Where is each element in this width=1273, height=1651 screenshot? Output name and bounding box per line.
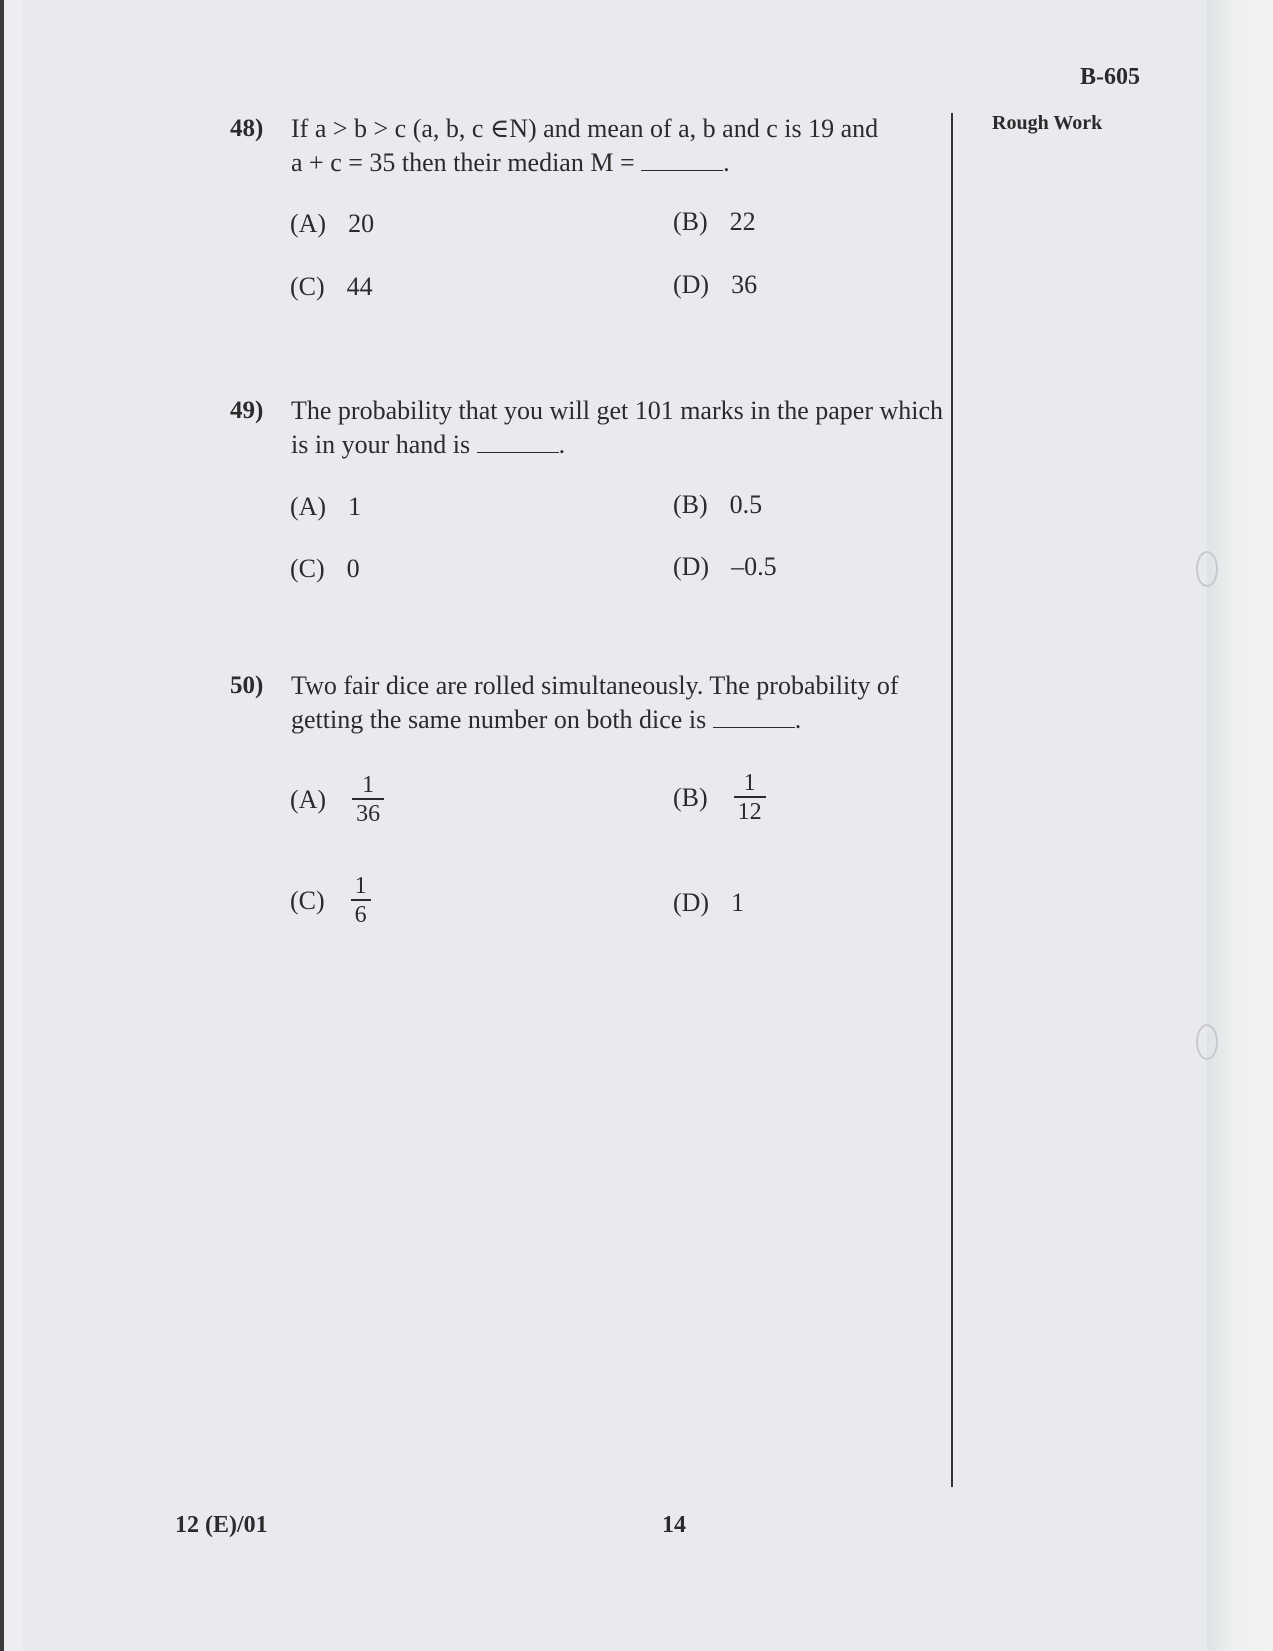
fraction-numerator: 1 bbox=[362, 772, 375, 798]
option-a[interactable] bbox=[290, 772, 384, 828]
paper-code: B-605 bbox=[1080, 64, 1140, 90]
option-b[interactable] bbox=[673, 207, 756, 237]
question-line: Two fair dice are rolled simultaneously. The probability of bbox=[291, 671, 899, 700]
option-value: 20 bbox=[348, 209, 375, 238]
option-label: (B) bbox=[673, 207, 708, 236]
question-line: getting the same number on both dice is . bbox=[291, 705, 802, 734]
option-label: (C) bbox=[290, 885, 325, 915]
option-value: –0.5 bbox=[731, 552, 777, 581]
answer-blank bbox=[477, 428, 559, 453]
question-line-text: is in your hand is bbox=[291, 430, 471, 459]
fraction-numerator: 1 bbox=[743, 770, 756, 796]
option-c[interactable] bbox=[290, 272, 373, 302]
answer-blank bbox=[641, 146, 723, 171]
question-line-text: a + c = 35 then their median M = bbox=[291, 148, 635, 177]
option-label: (C) bbox=[290, 554, 325, 583]
option-c[interactable] bbox=[290, 873, 371, 929]
option-label: (D) bbox=[673, 552, 710, 581]
option-a[interactable] bbox=[290, 492, 361, 522]
question-text bbox=[291, 669, 959, 737]
footer-paper-code: 12 (E)/01 bbox=[175, 1512, 268, 1538]
rough-work-label: Rough Work bbox=[992, 112, 1103, 134]
option-label: (D) bbox=[673, 270, 710, 299]
option-value: 0.5 bbox=[729, 490, 763, 519]
option-label: (A) bbox=[290, 492, 327, 521]
option-b[interactable] bbox=[673, 490, 762, 520]
option-label: (D) bbox=[673, 888, 710, 917]
column-divider bbox=[951, 113, 953, 1487]
option-d[interactable] bbox=[673, 270, 757, 300]
answer-blank bbox=[713, 703, 795, 728]
binding-hole bbox=[1196, 1024, 1218, 1060]
question-number: 48) bbox=[230, 115, 264, 142]
question-number: 50) bbox=[230, 672, 264, 699]
option-d[interactable] bbox=[673, 888, 744, 918]
question-line: is in your hand is . bbox=[291, 430, 566, 459]
fraction-numerator: 1 bbox=[354, 873, 367, 899]
option-label: (C) bbox=[290, 272, 325, 301]
question-line: The probability that you will get 101 marks in the paper which bbox=[291, 396, 944, 425]
option-c[interactable] bbox=[290, 554, 360, 584]
fraction-denominator: 12 bbox=[737, 798, 762, 825]
fraction bbox=[352, 772, 384, 828]
option-label: (B) bbox=[673, 782, 708, 812]
fraction bbox=[351, 873, 371, 929]
question-text bbox=[291, 112, 959, 180]
option-value: 0 bbox=[346, 554, 360, 583]
question-line-text: getting the same number on both dice is bbox=[291, 705, 707, 734]
option-label: (B) bbox=[673, 490, 708, 519]
option-value: 1 bbox=[731, 888, 745, 917]
fraction bbox=[734, 770, 766, 826]
question-number: 49) bbox=[230, 397, 264, 424]
scan-right-margin bbox=[1207, 0, 1273, 1651]
option-a[interactable] bbox=[290, 209, 374, 239]
option-b[interactable] bbox=[673, 770, 766, 826]
fraction-denominator: 36 bbox=[356, 800, 381, 827]
option-label: (A) bbox=[290, 784, 327, 814]
fraction-denominator: 6 bbox=[354, 901, 367, 928]
option-value: 1 bbox=[348, 492, 362, 521]
option-d[interactable] bbox=[673, 552, 777, 582]
exam-page bbox=[22, 0, 1207, 1651]
option-value: 22 bbox=[729, 207, 756, 236]
question-line: If a > b > c (a, b, c ∈N) and mean of a, b and c is 19 and bbox=[291, 114, 879, 143]
page-number: 14 bbox=[662, 1512, 686, 1538]
binding-hole bbox=[1196, 551, 1218, 587]
option-value: 36 bbox=[731, 270, 758, 299]
option-value: 44 bbox=[346, 272, 373, 301]
scan-left-edge bbox=[0, 0, 4, 1651]
question-line: a + c = 35 then their median M = . bbox=[291, 148, 730, 177]
question-text bbox=[291, 394, 959, 462]
option-label: (A) bbox=[290, 209, 327, 238]
